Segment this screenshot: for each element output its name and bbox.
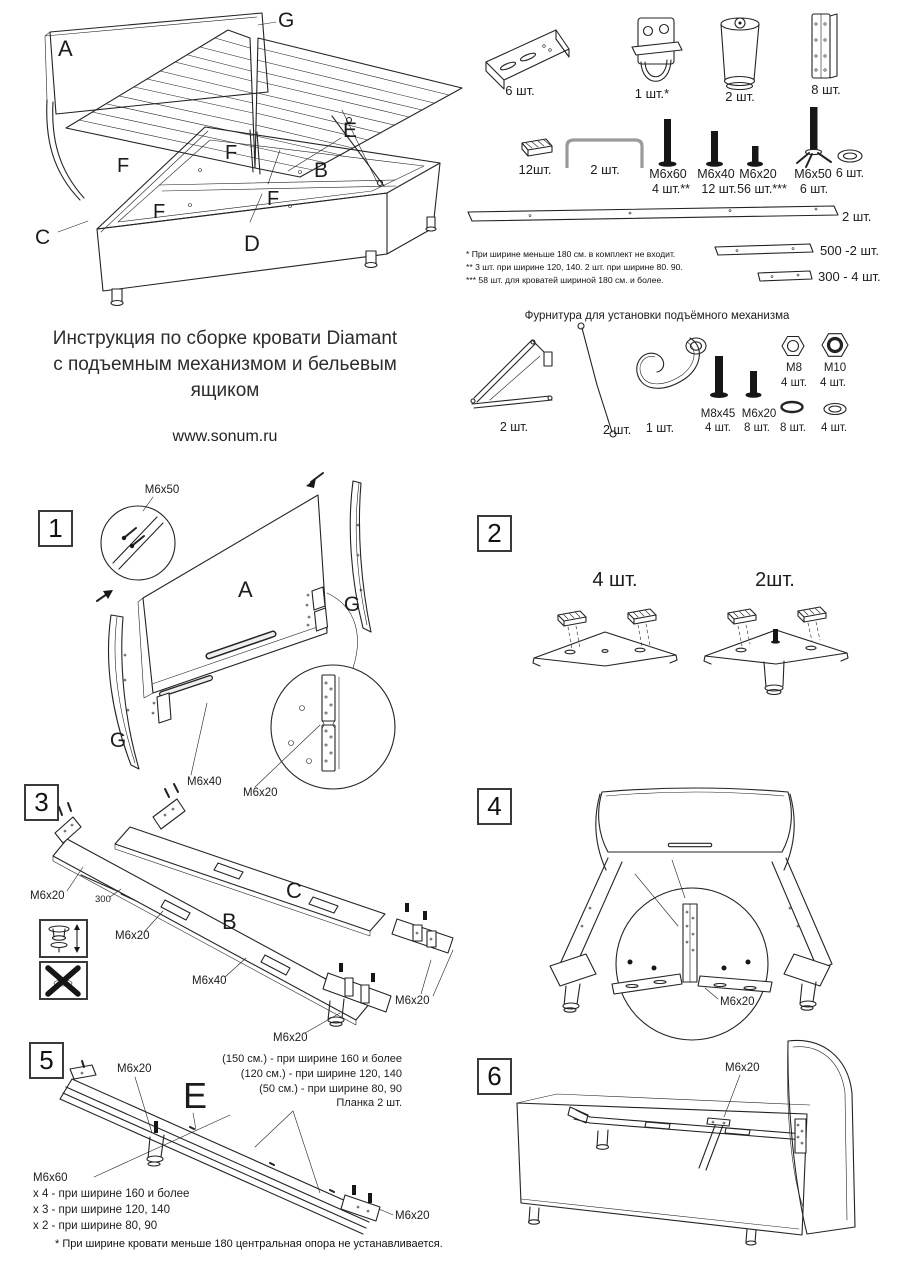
corner-plate-4x-drawing — [533, 609, 677, 666]
rail-300-part — [758, 271, 812, 281]
step3-m6x20-mid: M6x20 — [115, 930, 150, 942]
step6-m6x20: M6x20 — [725, 1062, 760, 1074]
bolt-m6x20-part — [747, 146, 763, 167]
pad-glyph — [558, 611, 586, 626]
step5-x3: x 3 - при ширине 120, 140 — [33, 1204, 170, 1216]
bolt-m8x45-part — [710, 356, 728, 398]
step5-m6x20-left: M6x20 — [117, 1063, 152, 1075]
m6x40-leader — [225, 958, 246, 977]
adjuster-ok-icon — [40, 920, 87, 957]
strap-part — [637, 338, 706, 388]
leg-qty: 2 шт. — [725, 89, 755, 104]
step1-label-a: A — [238, 577, 253, 602]
assembly-arrow-top — [306, 473, 323, 488]
washer-4-part — [824, 404, 846, 415]
bed-assembly-drawing — [517, 1040, 855, 1245]
washer-part — [838, 150, 862, 162]
step3-label-c: C — [286, 878, 302, 903]
storage-box-drawing — [97, 127, 440, 306]
step5-opt120: (120 см.) - при ширине 120, 140 — [240, 1068, 402, 1080]
bracket-glyph — [153, 784, 185, 829]
label-leader-c — [58, 221, 88, 232]
nut-m10-size: M10 — [823, 362, 847, 374]
step3-m6x20-left: M6x20 — [30, 890, 65, 902]
nut-m8-size: M8 — [786, 362, 802, 374]
lift-mechanism-qty: 2 шт. — [499, 420, 529, 434]
step-3-number: 3 — [24, 784, 59, 821]
part-label-d: D — [244, 231, 260, 256]
step1-label-g-left: G — [109, 729, 127, 752]
planka-leaders — [255, 1111, 320, 1193]
step-3-diagram — [25, 775, 460, 1045]
label-leader-g — [258, 22, 276, 25]
step3-m6x40: M6x40 — [192, 975, 227, 987]
step-5-number: 5 — [29, 1042, 64, 1079]
step3-dim-300: 300 — [95, 894, 111, 905]
step5-opt50: (50 см.) - при ширине 80, 90 — [259, 1083, 402, 1095]
bolt-m6x40-part — [706, 131, 723, 167]
bracket-glyph — [55, 803, 81, 843]
nut-m8-part — [782, 337, 804, 356]
corner-leg-left — [550, 954, 596, 1012]
rail-300-qty: 300 - 4 шт. — [818, 269, 881, 284]
step-4-diagram — [520, 778, 900, 1050]
headboard-panel-drawing — [138, 495, 328, 723]
rail-500-qty: 500 -2 шт. — [820, 243, 880, 258]
corner-bracket-part — [486, 30, 569, 89]
bolt-m6x20-qty: 56 шт.*** — [737, 182, 787, 196]
corner-leg-right — [784, 954, 830, 1010]
bolt-m8x45-size: M8x45 — [700, 408, 736, 420]
step3-m6x20-right: M6x20 — [395, 995, 430, 1007]
website: www.sonum.ru — [172, 428, 278, 445]
step-1-number: 1 — [38, 510, 73, 547]
part-label-c: C — [35, 226, 51, 249]
bolt-m6x50-part — [797, 107, 831, 167]
part-label-g: G — [278, 9, 295, 32]
part-label-f4: F — [267, 188, 280, 210]
rail-long-part — [468, 206, 838, 221]
corner-plate-2x-drawing — [704, 607, 848, 695]
end-plate-glyph — [392, 903, 453, 953]
lift-bolt-m6x20-qty: 8 шт. — [743, 422, 771, 434]
washer-4-qty: 4 шт. — [820, 422, 848, 434]
bolt-m6x40-size: M6x40 — [697, 167, 735, 181]
step1-label-g-right: G — [343, 593, 361, 616]
leg-glyph — [764, 661, 784, 695]
part-label-f1: F — [117, 155, 130, 177]
m6x40-leader — [191, 703, 207, 775]
bolt-m6x50-qty: 6 шт. — [799, 182, 829, 196]
m6x20-right-leader — [379, 1209, 393, 1215]
step5-planka: Планка 2 шт. — [336, 1097, 402, 1109]
step-2-diagram — [520, 555, 880, 705]
step5-m6x60: M6x60 — [33, 1172, 68, 1184]
headboard-drawing — [45, 13, 268, 200]
m6x20-right-leader — [421, 950, 453, 996]
step-5-diagram — [30, 1035, 460, 1250]
lift-bolt-m6x20-part — [746, 371, 762, 398]
strap-qty: 1 шт. — [645, 421, 675, 435]
note-3: *** 58 шт. для кроватей шириной 180 см. и более. — [466, 275, 664, 285]
step5-opt150: (150 см.) - при ширине 160 и более — [222, 1053, 402, 1065]
detail-circle-m6x50 — [101, 506, 175, 580]
step5-x2: x 2 - при ширине 80, 90 — [33, 1220, 158, 1232]
center-support-part — [632, 18, 682, 81]
step3-label-b: B — [222, 909, 237, 934]
rail-c-drawing — [115, 784, 453, 953]
pad-part — [522, 139, 552, 156]
document-title — [18, 326, 432, 404]
lift-mechanism-part — [471, 340, 552, 408]
rail-500-part — [715, 244, 813, 255]
step3-m6x20-bottom: M6x20 — [273, 1032, 308, 1044]
footnote: * При ширине кровати меньше 180 центральная опора не устанавливается. — [55, 1238, 443, 1250]
bolt-m6x60-qty: 4 шт.** — [652, 182, 690, 196]
bolt-m6x60-size: M6x60 — [649, 167, 687, 181]
m6x60-leader — [94, 1115, 230, 1177]
m6x20-left-leader — [67, 867, 83, 891]
staple-qty: 2 шт. — [590, 162, 620, 177]
step-4-number: 4 — [477, 788, 512, 825]
step5-m6x20-right: M6x20 — [395, 1210, 430, 1222]
center-leg-glyph — [147, 1121, 164, 1166]
step-6-diagram — [500, 1035, 900, 1250]
part-label-f2: F — [225, 142, 238, 164]
corner-bracket-leg — [568, 1107, 609, 1149]
flat-plate-qty: 8 шт. — [811, 82, 841, 97]
note-1: * При ширине меньше 180 см. в комплект не входит. — [466, 249, 676, 259]
step-2-number: 2 — [477, 515, 512, 552]
detail-circle-center-support — [612, 860, 772, 1040]
washer-8-qty: 8 шт. — [779, 422, 807, 434]
corner-bracket-qty: 6 шт. — [505, 83, 535, 98]
parts-notes — [466, 248, 726, 287]
title-line-1: Инструкция по сборке кровати Diamant — [52, 328, 398, 349]
m6x20-left-leader — [135, 1077, 152, 1133]
pad-glyph — [628, 609, 656, 624]
part-label-f3: F — [153, 201, 166, 223]
gas-strut-part — [578, 323, 616, 437]
nut-m8-qty: 4 шт. — [780, 377, 808, 389]
lift-hardware-title: Фурнитура для установки подъёмного механизма — [524, 310, 790, 322]
part-label-a: A — [58, 36, 73, 61]
overview-bed-diagram — [0, 0, 470, 320]
lift-hardware-section — [460, 300, 900, 450]
washer-8-part — [782, 402, 803, 412]
m6x20-leader — [705, 988, 718, 999]
bolt-m6x20-size: M6x20 — [739, 167, 777, 181]
flat-plate-part — [812, 14, 837, 78]
end-plate-glyph — [341, 1185, 380, 1221]
step2-qty2-label: 2шт. — [755, 569, 795, 591]
nut-m10-part — [822, 334, 848, 357]
step5-x4: x 4 - при ширине 160 и более — [33, 1188, 190, 1200]
m6x20-mid-leader — [145, 911, 163, 931]
part-label-e: E — [343, 119, 358, 142]
pad-glyph — [798, 607, 826, 622]
rail-long-qty: 2 шт. — [842, 209, 872, 224]
pad-qty: 12шт. — [518, 162, 552, 177]
step1-m6x50-label: M6x50 — [144, 484, 180, 496]
gas-strut-qty: 2 шт. — [603, 423, 632, 437]
adjuster-wrong-icon — [40, 962, 87, 999]
title-line-2: с подъемным механизмом и бельевым ящиком — [53, 354, 397, 401]
bolt-m6x50-size: M6x50 — [794, 167, 832, 181]
lift-bolt-m6x20-size: M6x20 — [741, 408, 777, 420]
part-label-b: B — [314, 159, 329, 182]
center-support-qty: 1 шт.* — [634, 86, 670, 101]
step1-m6x40-label: M6x40 — [187, 776, 222, 788]
step4-m6x20: M6x20 — [720, 996, 755, 1008]
bolt-m6x40-qty: 12 шт. — [701, 182, 737, 196]
step2-qty4-label: 4 шт. — [592, 569, 638, 591]
bolt-m6x60-part — [659, 119, 677, 167]
note-2: ** 3 шт. при ширине 120, 140. 2 шт. при ширине 80. 90. — [466, 262, 683, 272]
nut-m10-qty: 4 шт. — [819, 377, 847, 389]
assembly-arrow-left — [97, 590, 113, 601]
pad-glyph — [728, 609, 756, 624]
step1-m6x20-label: M6x20 — [243, 787, 278, 799]
leg-part — [721, 18, 759, 90]
step5-label-e: E — [183, 1075, 208, 1116]
step-6-number: 6 — [477, 1058, 512, 1095]
washer-qty: 6 шт. — [835, 166, 865, 180]
bolt-m8x45-qty: 4 шт. — [704, 422, 732, 434]
